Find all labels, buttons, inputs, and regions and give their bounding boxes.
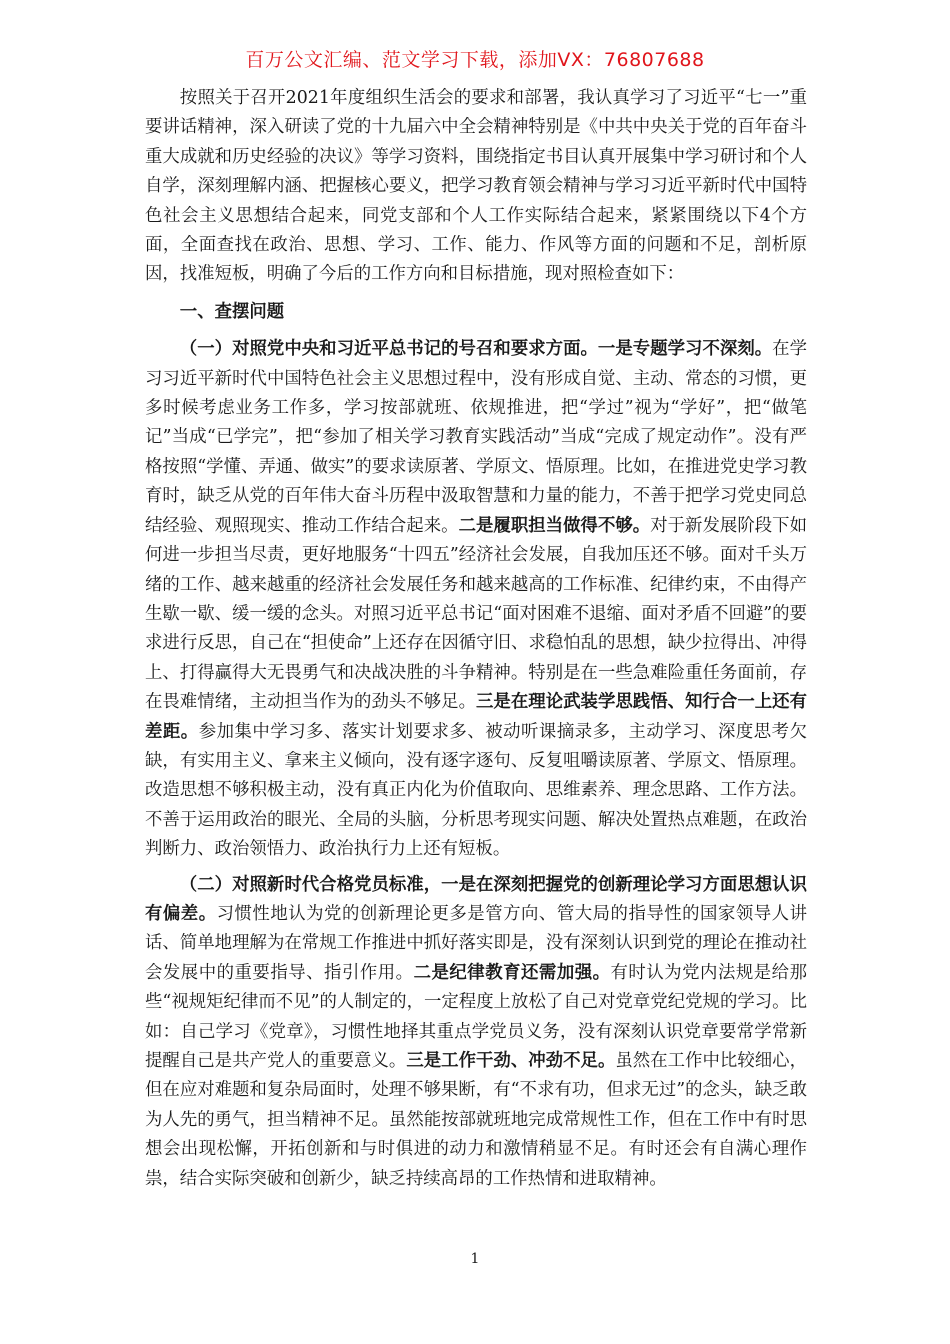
paragraph-1-point-3: 三是在理论武装学思践悟、知行合一上还有差距。 — [145, 692, 807, 742]
document-body — [145, 84, 807, 1194]
paragraph-1-text-3: 参加集中学习多、落实计划要求多、被动听课摘录多，主动学习、深度思考欠缺，有实用主义、拿来主义倾向，没有逐字逐句、反复咀嚼读原著、学原文、悟原理。改造思想不够积极主动，没有真正内化为价值取向、思维素养、理念思路、工作方法。不善于运用政治的眼光、全局的头脑，分析思考现实问题、解决处置热点难题，在政治判断力、政治领悟力、政治执行力上还有短板。 — [145, 721, 807, 860]
paragraph-2-lead: （二）对照新时代合格党员标准，一是在深刻把握党的创新理论学习方面思想认识有偏差。 — [145, 874, 807, 924]
paragraph-2-point-2: 二是纪律教育还需加强。 — [413, 962, 611, 983]
paragraph-2-text-1: 习惯性地认为党的创新理论更多是管方向、管大局的指导性的国家领导人讲话、简单地理解为在常规工作推进中抓好落实即是，没有深刻认识到党的理论在推动社会发展中的重要指导、指引作用。 — [145, 903, 807, 983]
paragraph-1-text-1: 在学习习近平新时代中国特色社会主义思想过程中，没有形成自觉、主动、常态的习惯，更多时候考虑业务工作多，学习按部就班、依规推进，把“学过”视为“学好”，把“做笔记”当成“已学完”，把“参加了相关学习教育实践活动”当成“完成了规定动作”。没有严格按照“学懂、弄通、做实”的要求读原著、学原文、悟原理。比如，在推进党史学习教育时，缺乏从党的百年伟大奋斗历程中汲取智慧和力量的能力，不善于把学习党史同总结经验、观照现实、推动工作结合起来。 — [145, 339, 807, 536]
section-heading: 一、查摆问题 — [179, 301, 285, 322]
paragraph-1-lead: （一）对照党中央和习近平总书记的号召和要求方面。一是专题学习不深刻。 — [179, 339, 773, 360]
paragraph-1-text-2: 对于新发展阶段下如何进一步担当尽责，更好地服务“十四五”经济社会发展，自我加压还不够。面对千头万绪的工作、越来越重的经济社会发展任务和越来越高的工作标准、纪律约束，不由得产生歇一歇、缓一缓的念头。对照习近平总书记“面对困难不退缩、面对矛盾不回避”的要求进行反思，自己在“担使命”上还存在因循守旧、求稳怕乱的思想，缺少拉得出、冲得上、打得赢得大无畏勇气和决战决胜的斗争精神。特别是在一些急难险重任务面前，存在畏难情绪，主动担当作为的劲头不够足。 — [145, 515, 807, 713]
paragraph-2-point-3: 三是工作干劲、冲劲不足。 — [406, 1051, 616, 1071]
paragraph-1-point-2: 二是履职担当做得不够。 — [458, 515, 651, 536]
intro-paragraph: 按照关于召开2021年度组织生活会的要求和部署，我认真学习了习近平“七一”重要讲话精神，深入研读了党的十九届六中全会精神特别是《中共中央关于党的百年奋斗重大成就和历史经验的决议》等学习资料，围绕指定书目认真开展集中学习研讨和个人自学，深刻理解内涵、把握核心要义，把学习教育领会精神与学习习近平新时代中国特色社会主义思想结合起来，同党支部和个人工作实际结合起来，紧紧围绕以下4个方面，全面查找在政治、思想、学习、工作、能力、作风等方面的问题和不足，剖析原因，找准短板，明确了今后的工作方向和目标措施，现对照检查如下： — [145, 88, 807, 285]
watermark-banner: 百万公文汇编、范文学习下载，添加VX：76807688 — [245, 49, 705, 71]
paragraph-2-text-3: 虽然在工作中比较细心，但在应对难题和复杂局面时，处理不够果断，有“不求有功，但求无过”的念头，缺乏敢为人先的勇气，担当精神不足。虽然能按部就班地完成常规性工作，但在工作中有时思想会出现松懈，开拓创新和与时俱进的动力和激情稍显不足。有时还会有自满心理作祟，结合实际突破和创新少，缺乏持续高昂的工作热情和进取精神。 — [145, 1051, 807, 1189]
paragraph-1 — [145, 335, 807, 864]
paragraph-2-text-2: 有时认为党内法规是给那些“视规矩纪律而不见”的人制定的，一定程度上放松了自己对党章党纪党规的学习。比如：自己学习《党章》，习惯性地择其重点学党员义务，没有深刻认识党章要常学常新提醒自己是共产党人的重要意义。 — [145, 962, 807, 1071]
paragraph-2 — [145, 871, 807, 1194]
page-number: 1 — [470, 1251, 480, 1267]
